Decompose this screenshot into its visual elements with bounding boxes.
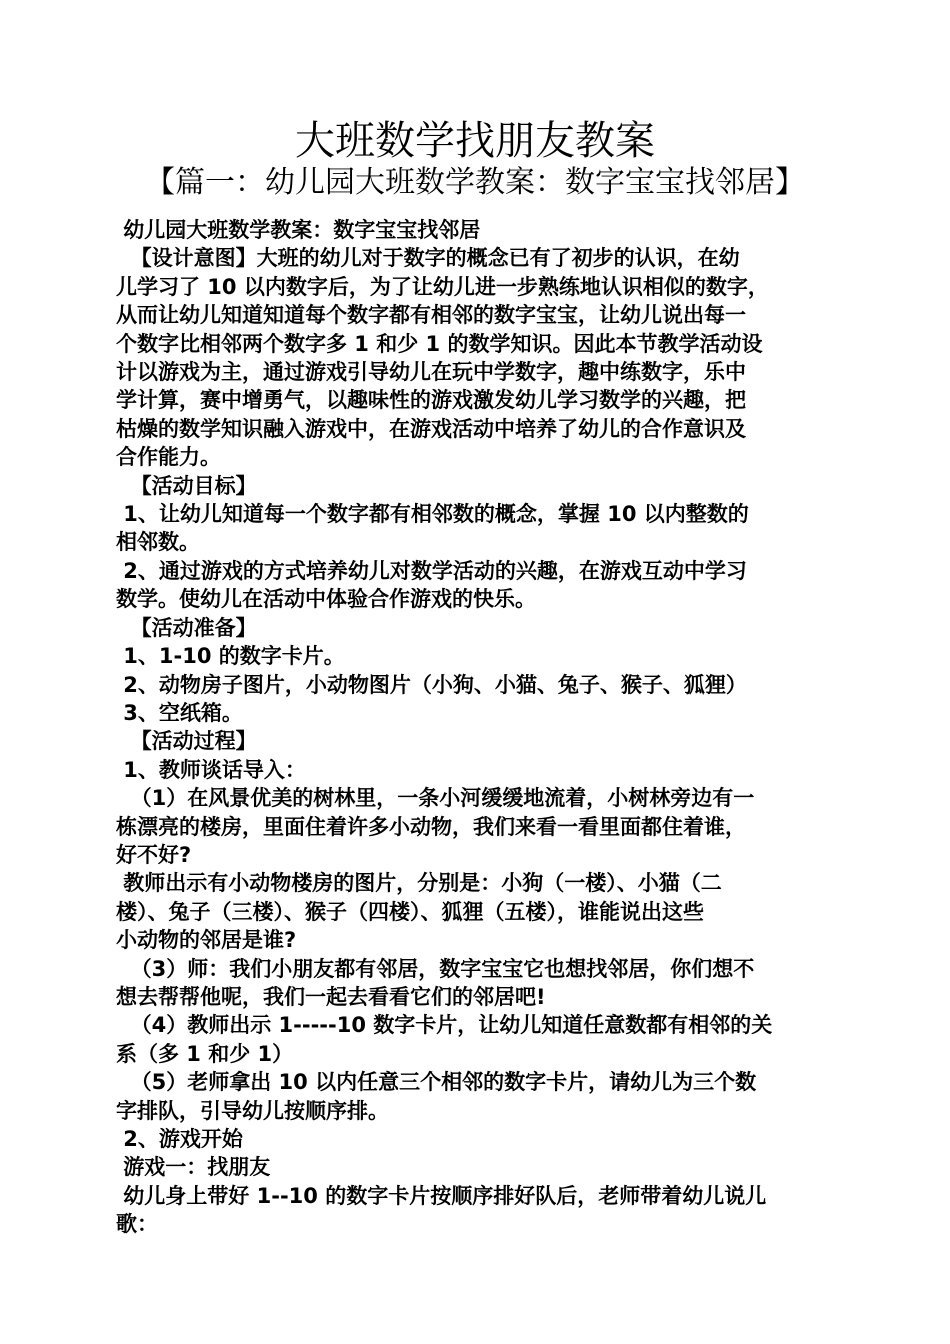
text-line: 【活动准备】 bbox=[116, 615, 257, 640]
text-line: 2、游戏开始 bbox=[116, 1127, 243, 1151]
text-line: 幼儿园大班数学教案：数字宝宝找邻居 bbox=[116, 218, 481, 242]
text-line: （3）师：我们小朋友都有邻居，数字宝宝它也想找邻居，你们想不 bbox=[116, 956, 755, 981]
text-line: （4）教师出示 1-----10 数字卡片，让幼儿知道任意数都有相邻的关 bbox=[116, 1013, 773, 1038]
text-line: 1、1-10 的数字卡片。 bbox=[116, 644, 345, 669]
text-line: 栋漂亮的楼房，里面住着许多小动物，我们来看一看里面都住着谁， bbox=[116, 814, 746, 839]
text-line: 1、教师谈话导入： bbox=[116, 757, 306, 782]
text-line: 数学。使幼儿在活动中体验合作游戏的快乐。 bbox=[116, 587, 536, 612]
text-line: 【活动过程】 bbox=[116, 729, 257, 754]
text-line: 字排队，引导幼儿按顺序排。 bbox=[116, 1098, 389, 1123]
text-line: 1、让幼儿知道每一个数字都有相邻数的概念，掌握 10 以内整数的 bbox=[116, 502, 749, 527]
text-line: 【设计意图】大班的幼儿对于数字的概念已有了初步的认识，在幼 bbox=[116, 246, 740, 271]
document-title: 大班数学找朋友教案 bbox=[295, 118, 655, 164]
text-line: 想去帮帮他呢，我们一起去看看它们的邻居吧! bbox=[116, 984, 546, 1009]
text-line: 好不好? bbox=[116, 842, 192, 867]
text-line: 学计算，赛中增勇气，以趣味性的游戏激发幼儿学习数学的兴趣，把 bbox=[116, 388, 746, 413]
text-line: 2、动物房子图片，小动物图片（小狗、小猫、兔子、猴子、狐狸） bbox=[116, 672, 747, 697]
text-line: （5）老师拿出 10 以内任意三个相邻的数字卡片，请幼儿为三个数 bbox=[116, 1070, 757, 1095]
text-line: 游戏一：找朋友 bbox=[116, 1155, 271, 1180]
text-line: 3、空纸箱。 bbox=[116, 700, 243, 725]
text-line: 计以游戏为主，通过游戏引导幼儿在玩中学数字，趣中练数字，乐中 bbox=[116, 360, 746, 385]
text-line: 系（多 1 和少 1） bbox=[116, 1041, 294, 1066]
text-line: 相邻数。 bbox=[116, 530, 200, 555]
document-subtitle: 【篇一：幼儿园大班数学教案：数字宝宝找邻居】 bbox=[145, 165, 805, 200]
text-line: 从而让幼儿知道知道每个数字都有相邻的数字宝宝，让幼儿说出每一 bbox=[116, 303, 746, 328]
text-line: 【活动目标】 bbox=[116, 473, 257, 498]
text-line: 歌： bbox=[116, 1212, 158, 1237]
text-line: （1）在风景优美的树林里，一条小河缓缓地流着，小树林旁边有一 bbox=[116, 786, 755, 811]
text-line: 个数字比相邻两个数字多 1 和少 1 的数学知识。因此本节教学活动设 bbox=[116, 331, 763, 356]
text-line: 幼儿身上带好 1--10 的数字卡片按顺序排好队后，老师带着幼儿说儿 bbox=[116, 1183, 767, 1208]
text-line: 楼）、兔子（三楼）、猴子（四楼）、狐狸（五楼），谁能说出这些 bbox=[116, 899, 704, 924]
text-line: 合作能力。 bbox=[116, 445, 221, 470]
document-body bbox=[116, 216, 840, 1239]
text-line: 2、通过游戏的方式培养幼儿对数学活动的兴趣，在游戏互动中学习 bbox=[116, 558, 747, 583]
text-line: 儿学习了 10 以内数字后，为了让幼儿进一步熟练地认识相似的数字， bbox=[116, 274, 769, 299]
text-line: 小动物的邻居是谁? bbox=[116, 928, 297, 953]
text-line: 教师出示有小动物楼房的图片，分别是：小狗（一楼）、小猫（二 bbox=[116, 871, 722, 896]
text-line: 枯燥的数学知识融入游戏中，在游戏活动中培养了幼儿的合作意识及 bbox=[116, 416, 746, 441]
